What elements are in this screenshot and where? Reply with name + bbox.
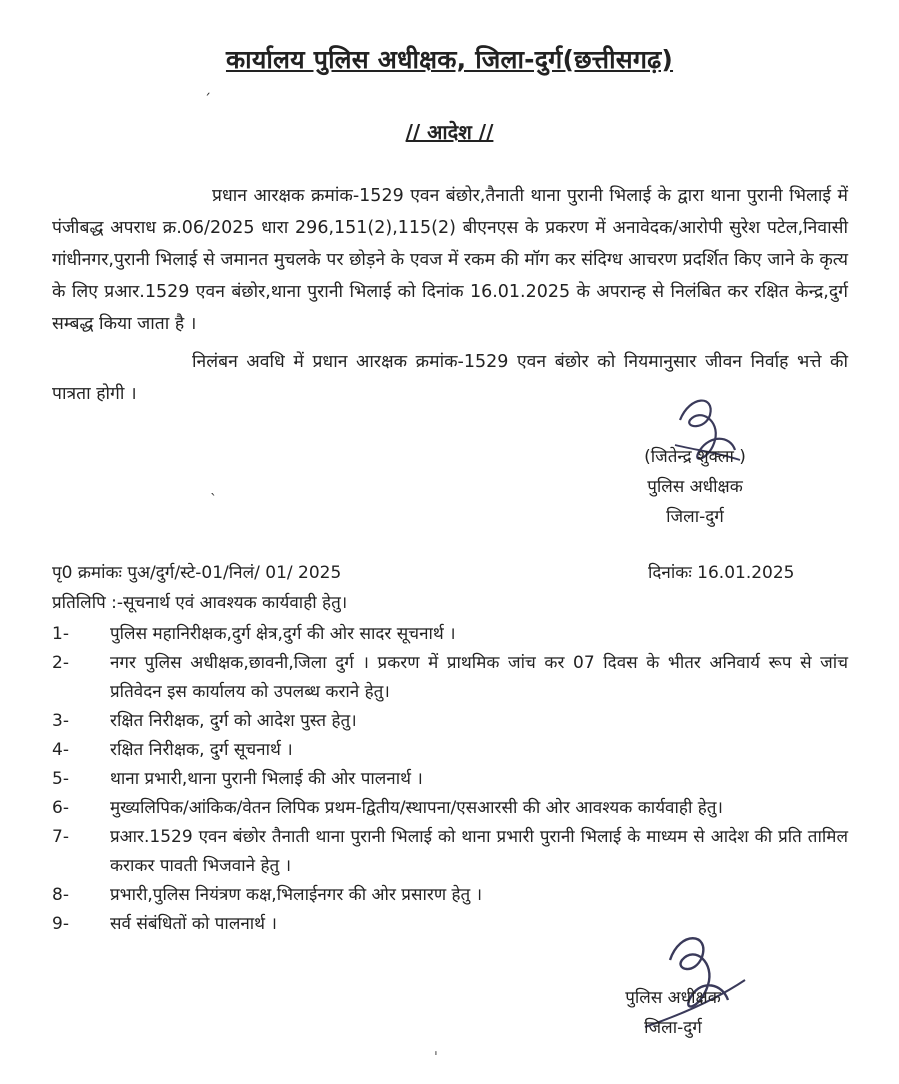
list-text: प्रभारी,पुलिस नियंत्रण कक्ष,भिलाईनगर की ओर प्रसारण हेतु । — [110, 885, 483, 905]
reference-date: दिनांकः 16.01.2025 — [648, 563, 795, 583]
list-item — [52, 620, 848, 649]
list-number: 2- — [52, 653, 69, 673]
order-paragraph-2: निलंबन अवधि में प्रधान आरक्षक क्रमांक-1529 एवन बंछोर को नियमानुसार जीवन निर्वाह भत्ते की पात्रता होगी । — [52, 352, 848, 404]
reference-number: पृ0 क्रमांकः पुअ/दुर्ग/स्टे-01/निलं/ 01/ 2025 — [52, 563, 342, 583]
list-number: 3- — [52, 711, 69, 731]
list-text: सर्व संबंधितों को पालनार्थ । — [110, 914, 277, 934]
list-item — [52, 707, 848, 736]
list-number: 1- — [52, 624, 69, 644]
signature-block-2 — [588, 983, 758, 1043]
list-text: पुलिस महानिरीक्षक,दुर्ग क्षेत्र,दुर्ग की ओर सादर सूचनार्थ । — [110, 624, 456, 644]
list-item — [52, 823, 848, 881]
list-item — [52, 736, 848, 765]
list-number: 8- — [52, 885, 69, 905]
order-paragraph-1: प्रधान आरक्षक क्रमांक-1529 एवन बंछोर,तैनाती थाना पुरानी भिलाई के द्वारा थाना पुरानी भिलाई में पंजीबद्ध अपराध क्र.06/2025 धारा 296,151(2),115(2) बीएनएस के प्रकरण में अनावेदक/आरोपी सुरेश पटेल,निवासी गांधीनगर,पुरानी भिलाई से जमानत मुचलके पर छोड़ने के एवज में रकम की मॉग कर संदिग्ध आचरण प्रदर्शित किए जाने के कृत्य के लिए प्रआर.1529 एवन बंछोर,थाना पुरानी भिलाई को दिनांक 16.01.2025 के अपरान्ह से निलंबित कर रक्षित केन्द्र,दुर्ग सम्बद्ध किया जाता है । — [52, 186, 848, 334]
list-text: प्रआर.1529 एवन बंछोर तैनाती थाना पुरानी भिलाई को थाना प्रभारी पुरानी भिलाई के माध्यम से आदेश की प्रति तामिल कराकर पावती भिजवाने हेतु । — [110, 827, 848, 876]
signatory-district: जिला-दुर्ग — [644, 1018, 702, 1038]
signatory-designation: पुलिस अधीक्षक — [647, 477, 743, 497]
list-text: रक्षित निरीक्षक, दुर्ग सूचनार्थ । — [110, 740, 293, 760]
list-item — [52, 765, 848, 794]
signatory-district: जिला-दुर्ग — [666, 507, 724, 527]
list-text: मुख्यलिपिक/आंकिक/वेतन लिपिक प्रथम-द्वितीय/स्थापना/एसआरसी की ओर आवश्यक कार्यवाही हेतु। — [110, 798, 723, 818]
signature-block-1 — [600, 442, 790, 532]
copy-intro: प्रतिलिपि :-सूचनार्थ एवं आवश्यक कार्यवाही हेतु। — [52, 593, 348, 613]
list-text: थाना प्रभारी,थाना पुरानी भिलाई की ओर पालनार्थ । — [110, 769, 423, 789]
list-number: 5- — [52, 769, 69, 789]
list-number: 4- — [52, 740, 69, 760]
signatory-name: (जितेन्द्र शुक्ला ) — [644, 447, 746, 467]
list-text: नगर पुलिस अधीक्षक,छावनी,जिला दुर्ग । प्रकरण में प्राथमिक जांच कर 07 दिवस के भीतर अनिवार्य रूप से जांच प्रतिवेदन इस कार्यालय को उपलब्ध कराने हेतु। — [110, 653, 848, 702]
list-text: रक्षित निरीक्षक, दुर्ग को आदेश पुस्त हेतु। — [110, 711, 357, 731]
list-item — [52, 649, 848, 707]
list-number: 9- — [52, 914, 69, 934]
stray-mark: ˎ — [210, 480, 217, 496]
stray-mark: ˈ — [434, 1050, 438, 1066]
copy-list — [52, 620, 848, 939]
list-number: 7- — [52, 827, 69, 847]
signatory-designation: पुलिस अधीक्षक — [625, 988, 721, 1008]
office-title: कार्यालय पुलिस अधीक्षक, जिला-दुर्ग(छत्तीसगढ़) — [225, 45, 674, 74]
stray-mark: ˏ — [204, 80, 211, 96]
order-heading: // आदेश // — [405, 120, 494, 144]
list-item — [52, 794, 848, 823]
list-number: 6- — [52, 798, 69, 818]
list-item — [52, 881, 848, 910]
